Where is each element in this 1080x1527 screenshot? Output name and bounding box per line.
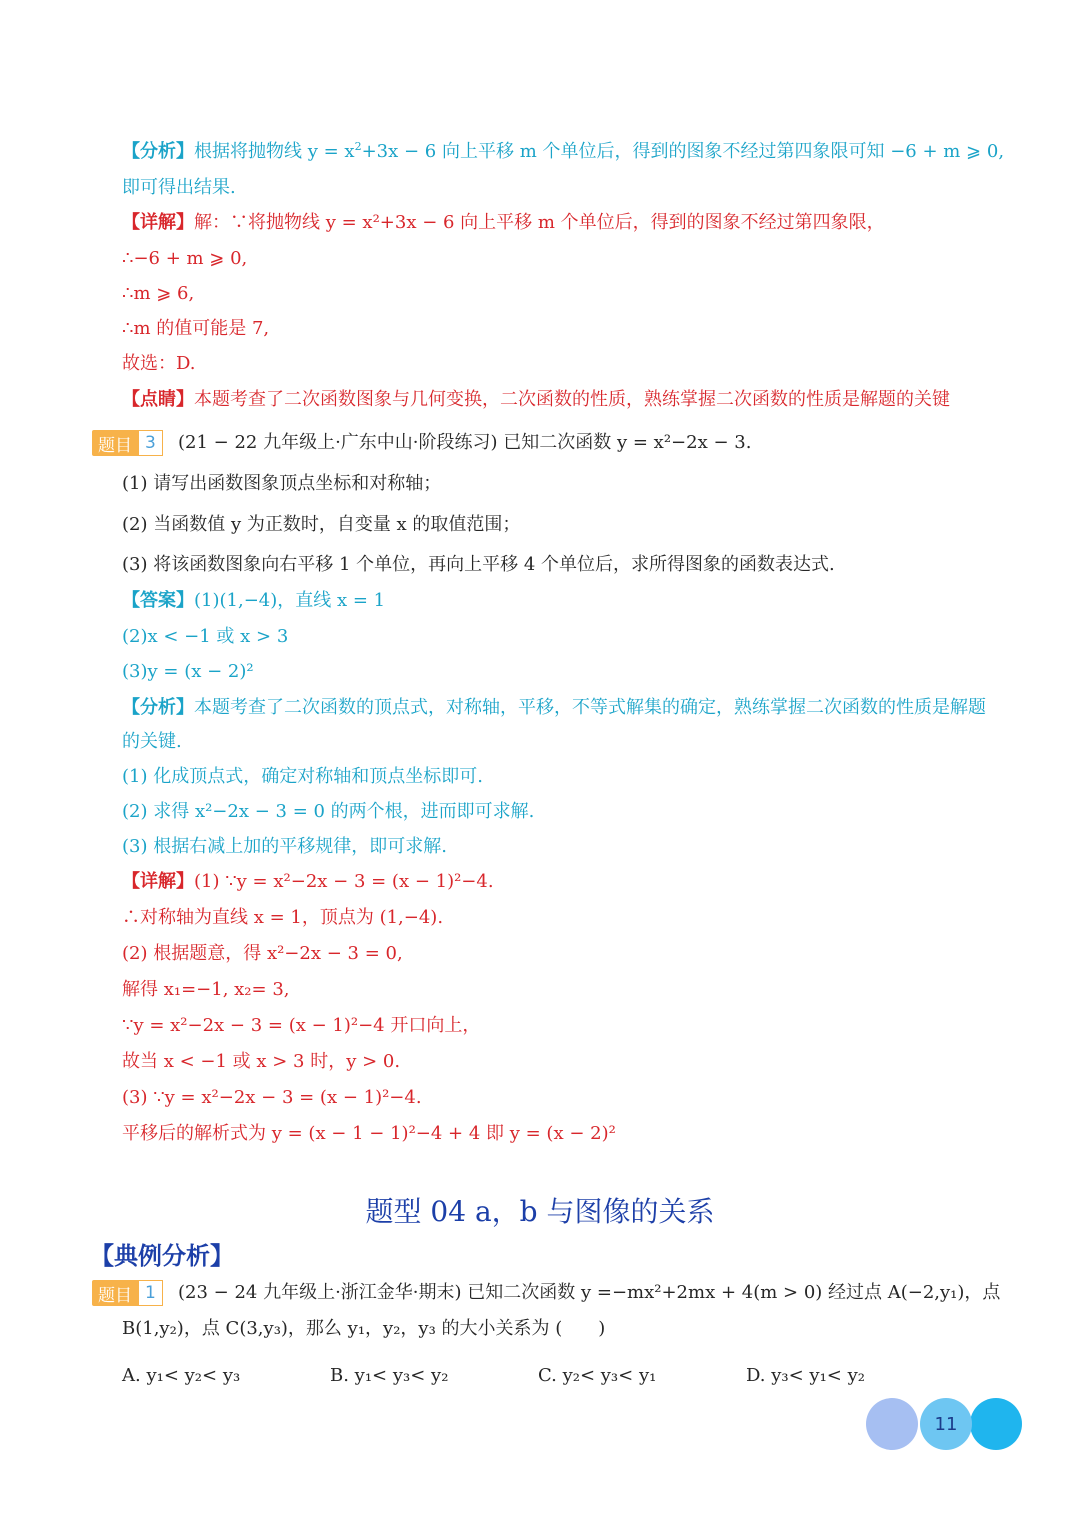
question3-sub2: (2) 当函数值 y 为正数时，自变量 x 的取值范围；: [122, 514, 521, 535]
detail1-line1: [122, 211, 885, 235]
detail-tag: 【详解】: [122, 212, 194, 233]
detail3-text1: (1) ∵y = x²−2x − 3 = (x − 1)²−4.: [194, 871, 494, 892]
detail1-line4: ∴m 的值可能是 7,: [122, 318, 270, 339]
question-number: 3: [138, 430, 163, 456]
analysis1-text-b: +3x − 6 向上平移 m 个单位后，得到的图象不经过第四象限可知 −6 + m ⩾ 0,: [361, 141, 1005, 162]
detail3-line3: (2) 根据题意，得 x²−2x − 3 = 0,: [122, 943, 403, 964]
question3-sub1: (1) 请写出函数图象顶点坐标和对称轴；: [122, 473, 442, 494]
question-number: 1: [138, 1280, 163, 1306]
page-decoration-right: [970, 1398, 1022, 1450]
example-heading: 【典例分析】: [90, 1242, 234, 1270]
option-c: C. y₂< y₃< y₁: [538, 1365, 657, 1386]
analysis1-line1: 【分析】根据将抛物线 $y = x^2+3x - 6$ 向上平移 m 个单位后，得到的图象不经过第四象限可知 −6 + m ⩾ 0,: [122, 140, 1005, 162]
analysis1-formula: y = x: [307, 141, 355, 162]
option-a: A. y₁< y₂< y₃: [122, 1365, 241, 1386]
answer-tag: 【答案】: [122, 590, 194, 611]
question3-stem: (21 − 22 九年级上·广东中山·阶段练习) 已知二次函数 y = x²−2x − 3.: [178, 432, 752, 453]
analysis3-line4: (2) 求得 x²−2x − 3 = 0 的两个根，进而即可求解.: [122, 801, 535, 822]
detail1-line2: ∴−6 + m ⩾ 0,: [122, 248, 248, 269]
analysis3-line3: (1) 化成顶点式，确定对称轴和顶点坐标即可.: [122, 766, 483, 787]
page-number: 11: [920, 1398, 972, 1450]
question1-stem-line2: B(1,y₂)，点 C(3,y₃)，那么 y₁，y₂，y₃ 的大小关系为 ( ): [122, 1318, 606, 1339]
question3-badge: [92, 430, 163, 456]
question3-sub3: (3) 将该函数图象向右平移 1 个单位，再向上平移 4 个单位后，求所得图象的函数表达式.: [122, 554, 835, 575]
answer3-line3: (3)y = (x − 2)²: [122, 661, 254, 682]
comment1-line: [122, 388, 950, 412]
detail1-line3: ∴m ⩾ 6,: [122, 283, 195, 304]
question1-stem-line1: (23 − 24 九年级上·浙江金华·期末) 已知二次函数 y =−mx²+2mx + 4(m > 0) 经过点 A(−2,y₁)，点: [178, 1282, 1001, 1303]
question-label: 题目: [92, 1280, 138, 1306]
option-d: D. y₃< y₁< y₂: [746, 1365, 865, 1386]
analysis3-line2: 的关键.: [122, 731, 182, 752]
detail-tag: 【详解】: [122, 871, 194, 892]
page-decoration-left: [866, 1398, 918, 1450]
analysis1-line2: 即可得出结果.: [122, 177, 236, 198]
answer3-line2: (2)x < −1 或 x > 3: [122, 626, 289, 647]
analysis-tag: 【分析】: [122, 697, 194, 718]
section-title: 题型 04 a，b 与图像的关系: [365, 1195, 715, 1228]
question-label: 题目: [92, 430, 138, 456]
analysis-tag: 【分析】: [122, 141, 194, 162]
option-b: B. y₁< y₃< y₂: [330, 1365, 449, 1386]
detail1-text: 解：∵将抛物线 y = x²+3x − 6 向上平移 m 个单位后，得到的图象不经过第四象限，: [194, 212, 885, 233]
comment1-text: 本题考查了二次函数图象与几何变换，二次函数的性质，熟练掌握二次函数的性质是解题的关键: [194, 389, 950, 410]
detail3-line5: ∵y = x²−2x − 3 = (x − 1)²−4 开口向上，: [122, 1015, 481, 1036]
detail3-line6: 故当 x < −1 或 x > 3 时，y > 0.: [122, 1051, 401, 1072]
answer3-line1: [122, 589, 385, 613]
analysis3-text1: 本题考查了二次函数的顶点式，对称轴，平移，不等式解集的确定，熟练掌握二次函数的性质是解题: [194, 697, 986, 718]
detail3-line4: 解得 x₁=−1, x₂= 3,: [122, 979, 290, 1000]
comment-tag: 【点睛】: [122, 389, 194, 410]
detail3-line8: 平移后的解析式为 y = (x − 1 − 1)²−4 + 4 即 y = (x − 2)²: [122, 1123, 616, 1144]
detail3-line1: [122, 870, 494, 894]
analysis3-line5: (3) 根据右减上加的平移规律，即可求解.: [122, 836, 447, 857]
detail3-line7: (3) ∵y = x²−2x − 3 = (x − 1)²−4.: [122, 1087, 422, 1108]
answer3-text1: (1)(1,−4)，直线 x = 1: [194, 590, 386, 611]
analysis1-text-a: 根据将抛物线: [194, 141, 308, 162]
detail3-line2: ∴对称轴为直线 x = 1，顶点为 (1,−4).: [122, 907, 444, 928]
question1-badge: [92, 1280, 163, 1306]
detail1-line5: 故选：D.: [122, 353, 196, 374]
analysis3-line1: [122, 696, 986, 720]
